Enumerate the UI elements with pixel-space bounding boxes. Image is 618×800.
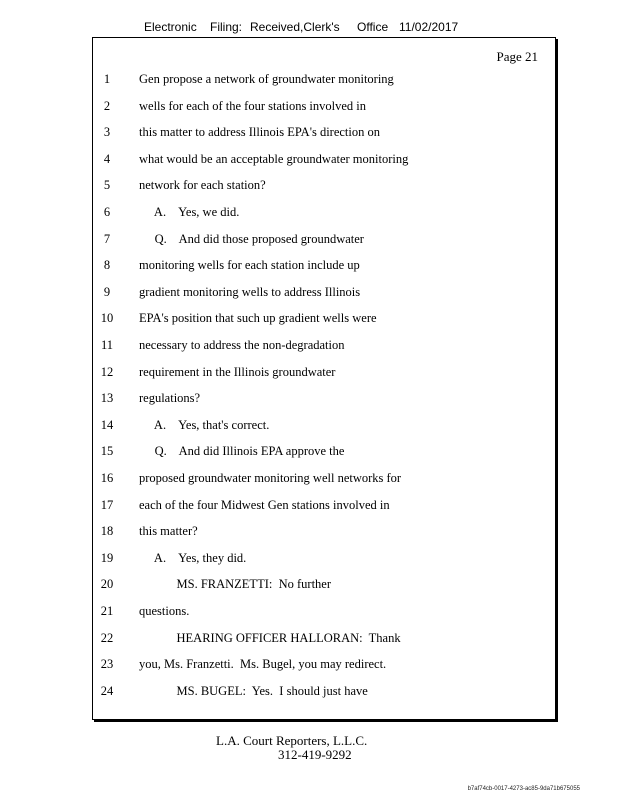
line-text: EPA's position that such up gradient wells were bbox=[139, 311, 377, 326]
transcript-line bbox=[0, 626, 618, 653]
line-number: 2 bbox=[103, 98, 111, 113]
line-text: network for each station? bbox=[139, 178, 266, 193]
transcript-line bbox=[0, 120, 618, 147]
line-number: 6 bbox=[103, 205, 111, 219]
line-text: Q. And did those proposed groundwater bbox=[139, 231, 364, 246]
line-number: 9 bbox=[103, 284, 111, 299]
filing-received: Received,Clerk's bbox=[250, 20, 340, 34]
line-text: necessary to address the non-degradation bbox=[139, 338, 345, 352]
line-text: A. Yes, we did. bbox=[139, 205, 240, 219]
line-number: 22 bbox=[100, 630, 114, 645]
line-text: questions. bbox=[139, 604, 190, 618]
transcript-line bbox=[0, 386, 618, 413]
line-text: wells for each of the four stations involved in bbox=[139, 98, 367, 113]
line-text: A. Yes, that's correct. bbox=[139, 417, 270, 432]
line-text: this matter? bbox=[139, 524, 198, 539]
line-number: 17 bbox=[100, 497, 114, 512]
transcript-line bbox=[0, 466, 618, 493]
line-number: 10 bbox=[100, 311, 114, 326]
filing-electronic: Electronic bbox=[144, 20, 197, 34]
transcript-line bbox=[0, 439, 618, 466]
transcript-line bbox=[0, 679, 618, 706]
transcript-line bbox=[0, 200, 618, 227]
line-text: monitoring wells for each station include up bbox=[139, 258, 360, 273]
transcript-line bbox=[0, 413, 618, 440]
filing-date: 11/02/2017 bbox=[399, 20, 459, 34]
line-number: 19 bbox=[100, 550, 114, 565]
line-number: 4 bbox=[103, 151, 111, 166]
line-text: HEARING OFFICER HALLORAN: Thank bbox=[139, 630, 401, 645]
transcript-line bbox=[0, 333, 618, 360]
line-text: this matter to address Illinois EPA's direction on bbox=[139, 125, 381, 140]
line-text: Q. And did Illinois EPA approve the bbox=[139, 444, 345, 459]
transcript-line bbox=[0, 253, 618, 280]
line-text: what would be an acceptable groundwater monitoring bbox=[139, 151, 409, 166]
transcript-line bbox=[0, 67, 618, 94]
line-text: gradient monitoring wells to address Illinois bbox=[139, 284, 361, 299]
line-number: 7 bbox=[103, 231, 111, 246]
line-text: A. Yes, they did. bbox=[139, 550, 247, 565]
transcript-line bbox=[0, 652, 618, 679]
line-number: 12 bbox=[100, 364, 114, 379]
line-text: requirement in the Illinois groundwater bbox=[139, 364, 336, 379]
line-text: MS. FRANZETTI: No further bbox=[139, 577, 331, 592]
line-number: 21 bbox=[100, 604, 114, 618]
line-number: 20 bbox=[100, 577, 114, 592]
transcript-line bbox=[0, 227, 618, 254]
transcript-line bbox=[0, 546, 618, 573]
transcript-line bbox=[0, 94, 618, 121]
line-number: 13 bbox=[100, 391, 114, 406]
filing-label: Filing: bbox=[210, 20, 243, 34]
filing-office: Office bbox=[357, 20, 389, 34]
line-number: 1 bbox=[103, 72, 111, 86]
transcript-line bbox=[0, 493, 618, 520]
line-text: you, Ms. Franzetti. Ms. Bugel, you may redirect. bbox=[139, 657, 387, 672]
transcript-line bbox=[0, 572, 618, 599]
line-text: MS. BUGEL: Yes. I should just have bbox=[139, 683, 368, 698]
transcript-line bbox=[0, 147, 618, 174]
line-number: 18 bbox=[100, 524, 114, 539]
line-number: 8 bbox=[103, 258, 111, 273]
transcript-line bbox=[0, 599, 618, 626]
transcript-line bbox=[0, 280, 618, 307]
transcript-line bbox=[0, 306, 618, 333]
line-number: 16 bbox=[100, 471, 114, 485]
line-number: 3 bbox=[103, 125, 111, 140]
transcript-line bbox=[0, 360, 618, 387]
court-reporter-phone: 312-419-9292 bbox=[278, 747, 352, 762]
line-number: 11 bbox=[100, 338, 114, 352]
line-number: 23 bbox=[100, 657, 114, 672]
page-number: Page 21 bbox=[496, 49, 538, 64]
document-id: b7af74cb-0017-4273-ac85-9da71b675055 bbox=[467, 786, 580, 792]
line-text: each of the four Midwest Gen stations involved in bbox=[139, 497, 390, 512]
line-text: Gen propose a network of groundwater monitoring bbox=[139, 72, 394, 86]
transcript-line bbox=[0, 519, 618, 546]
line-number: 24 bbox=[100, 683, 114, 698]
line-text: proposed groundwater monitoring well networks for bbox=[139, 471, 402, 485]
court-reporter-name: L.A. Court Reporters, L.L.C. bbox=[216, 733, 368, 748]
line-text: regulations? bbox=[139, 391, 201, 406]
line-number: 5 bbox=[103, 178, 111, 193]
line-number: 15 bbox=[100, 444, 114, 459]
line-number: 14 bbox=[100, 417, 114, 432]
transcript-line bbox=[0, 173, 618, 200]
